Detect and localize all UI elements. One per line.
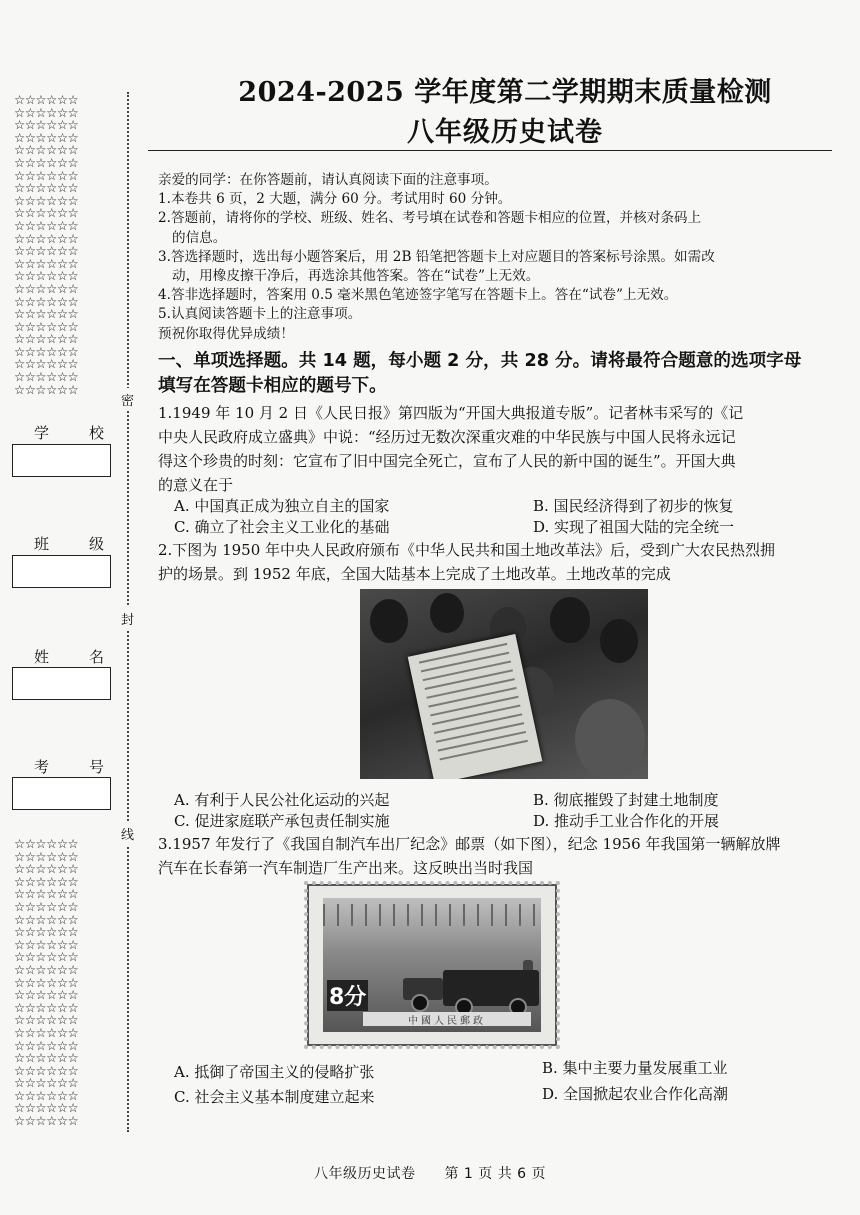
field-label-exam-number: 考 号 [34, 758, 104, 776]
stamp-denomination: 8分 [327, 980, 368, 1011]
question-1-option-b: B. 国民经济得到了初步的恢复 [533, 497, 734, 515]
exam-subtitle: 八年级历史试卷 [407, 117, 603, 148]
field-label-name: 姓 名 [34, 648, 104, 666]
question-3-stem: 3.1957 年发行了《我国自制汽车出厂纪念》邮票（如下图），纪念 1956 年我国第一辆解放牌 汽车在长春第一汽车制造厂生产出来。这反映出当时我国 [158, 835, 781, 877]
instruction-item: 4.答非选择题时，答案用 0.5 毫米黑色笔迹签字笔写在答题卡上。答在“试卷”上无效。 [158, 287, 678, 304]
instructions-wish: 预祝你取得优异成绩！ [158, 325, 294, 342]
star-border-bottom: ☆☆☆☆☆☆ ☆☆☆☆☆☆ ☆☆☆☆☆☆ ☆☆☆☆☆☆ ☆☆☆☆☆☆ ☆☆☆☆☆☆ ☆☆☆☆☆☆ ☆☆☆☆☆☆ ☆☆☆☆☆☆ ☆☆☆☆☆☆ ☆☆☆☆☆☆ ☆☆☆☆☆☆ ☆☆☆☆☆☆ ☆☆☆☆☆☆ ☆☆☆☆☆☆ ☆☆☆☆☆☆ ☆☆☆☆☆☆ ☆☆☆☆☆☆ ☆☆☆☆☆☆ ☆☆☆☆☆☆ ☆☆☆☆☆☆ ☆☆☆☆☆☆ ☆☆☆☆☆☆ [14, 836, 79, 1129]
instruction-item: 2.答题前，请将你的学校、班级、姓名、考号填在试卷和答题卡相应的位置，并核对条码上 [158, 210, 702, 227]
question-1-option-c: C. 确立了社会主义工业化的基础 [174, 518, 390, 536]
question-3-option-d: D. 全国掀起农业合作化高潮 [542, 1085, 729, 1103]
instructions-block [158, 171, 843, 344]
question-2-option-b: B. 彻底摧毁了封建土地制度 [533, 791, 719, 809]
question-2-stem: 2.下图为 1950 年中央人民政府颁布《中华人民共和国土地改革法》后，受到广大农民热烈拥 护的场景。到 1952 年底，全国大陆基本上完成了土地改革。土地改革的完成 [158, 541, 776, 583]
instruction-item-cont: 动，用橡皮擦干净后，再选涂其他答案。答在“试卷”上无效。 [172, 268, 540, 285]
question-1-stem: 1.1949 年 10 月 2 日《人民日报》第四版为“开国大典报道专版”。记者林韦采写的《记 中央人民政府成立盛典》中说：“经历过无数次深重灾难的中华民族与中国人民将永远记 得这个珍贵的时刻：它宣布了旧中国完全死亡，宣布了人民的新中国的诞生”。开国大典 的意义在于 [158, 404, 744, 494]
field-label-class: 班 级 [34, 535, 104, 553]
question-1-option-a: A. 中国真正成为独立自主的国家 [174, 497, 390, 515]
instruction-item: 1.本卷共 6 页，2 大题，满分 60 分。考试用时 60 分钟。 [158, 191, 512, 208]
question-1-option-d: D. 实现了祖国大陆的完全统一 [533, 518, 735, 536]
instruction-item-cont: 的信息。 [172, 229, 227, 246]
seal-char-feng: 封 [121, 607, 134, 630]
instruction-item: 5.认真阅读答题卡上的注意事项。 [158, 306, 362, 323]
section-heading: 一、单项选择题。共 14 题，每小题 2 分，共 28 分。请将最符合题意的选项字母 填写在答题卡相应的题号下。 [158, 351, 802, 396]
exam-title: 2024-2025 学年度第二学期期末质量检测 [238, 77, 772, 108]
page-footer: 八年级历史试卷 第 1 页 共 6 页 [313, 1166, 547, 1182]
instruction-item: 3.答选择题时，选出每小题答案后，用 2B 铅笔把答题卡上对应题目的答案标号涂黑。如需改 [158, 248, 715, 265]
question-3-option-b: B. 集中主要力量发展重工业 [542, 1059, 728, 1077]
field-label-school: 学 校 [34, 424, 104, 442]
question-2-option-d: D. 推动手工业合作化的开展 [533, 812, 720, 830]
seal-char-mi: 密 [121, 388, 134, 411]
instructions-greeting: 亲爱的同学：在你答题前，请认真阅读下面的注意事项。 [158, 172, 498, 188]
seal-char-xian: 线 [121, 822, 134, 845]
land-reform-photo [360, 589, 648, 779]
class-input-box[interactable] [12, 555, 111, 588]
star-border-top: ☆☆☆☆☆☆ ☆☆☆☆☆☆ ☆☆☆☆☆☆ ☆☆☆☆☆☆ ☆☆☆☆☆☆ ☆☆☆☆☆☆ ☆☆☆☆☆☆ ☆☆☆☆☆☆ ☆☆☆☆☆☆ ☆☆☆☆☆☆ ☆☆☆☆☆☆ ☆☆☆☆☆☆ ☆☆☆☆☆☆ ☆☆☆☆☆☆ ☆☆☆☆☆☆ ☆☆☆☆☆☆ ☆☆☆☆☆☆ ☆☆☆☆☆☆ ☆☆☆☆☆☆ ☆☆☆☆☆☆ ☆☆☆☆☆☆ ☆☆☆☆☆☆ ☆☆☆☆☆☆ ☆☆☆☆☆☆ [14, 92, 79, 397]
exam-number-input-box[interactable] [12, 777, 111, 810]
question-2-option-a: A. 有利于人民公社化运动的兴起 [174, 791, 390, 809]
question-3-option-a: A. 抵御了帝国主义的侵略扩张 [174, 1063, 375, 1081]
school-input-box[interactable] [12, 444, 111, 477]
question-3-option-c: C. 社会主义基本制度建立起来 [174, 1088, 375, 1106]
stamp-caption: 中國人民郵政 [363, 1012, 531, 1026]
question-2-option-c: C. 促进家庭联产承包责任制实施 [174, 812, 390, 830]
title-divider [148, 150, 832, 151]
name-input-box[interactable] [12, 667, 111, 700]
commemorative-stamp-image [307, 884, 557, 1046]
